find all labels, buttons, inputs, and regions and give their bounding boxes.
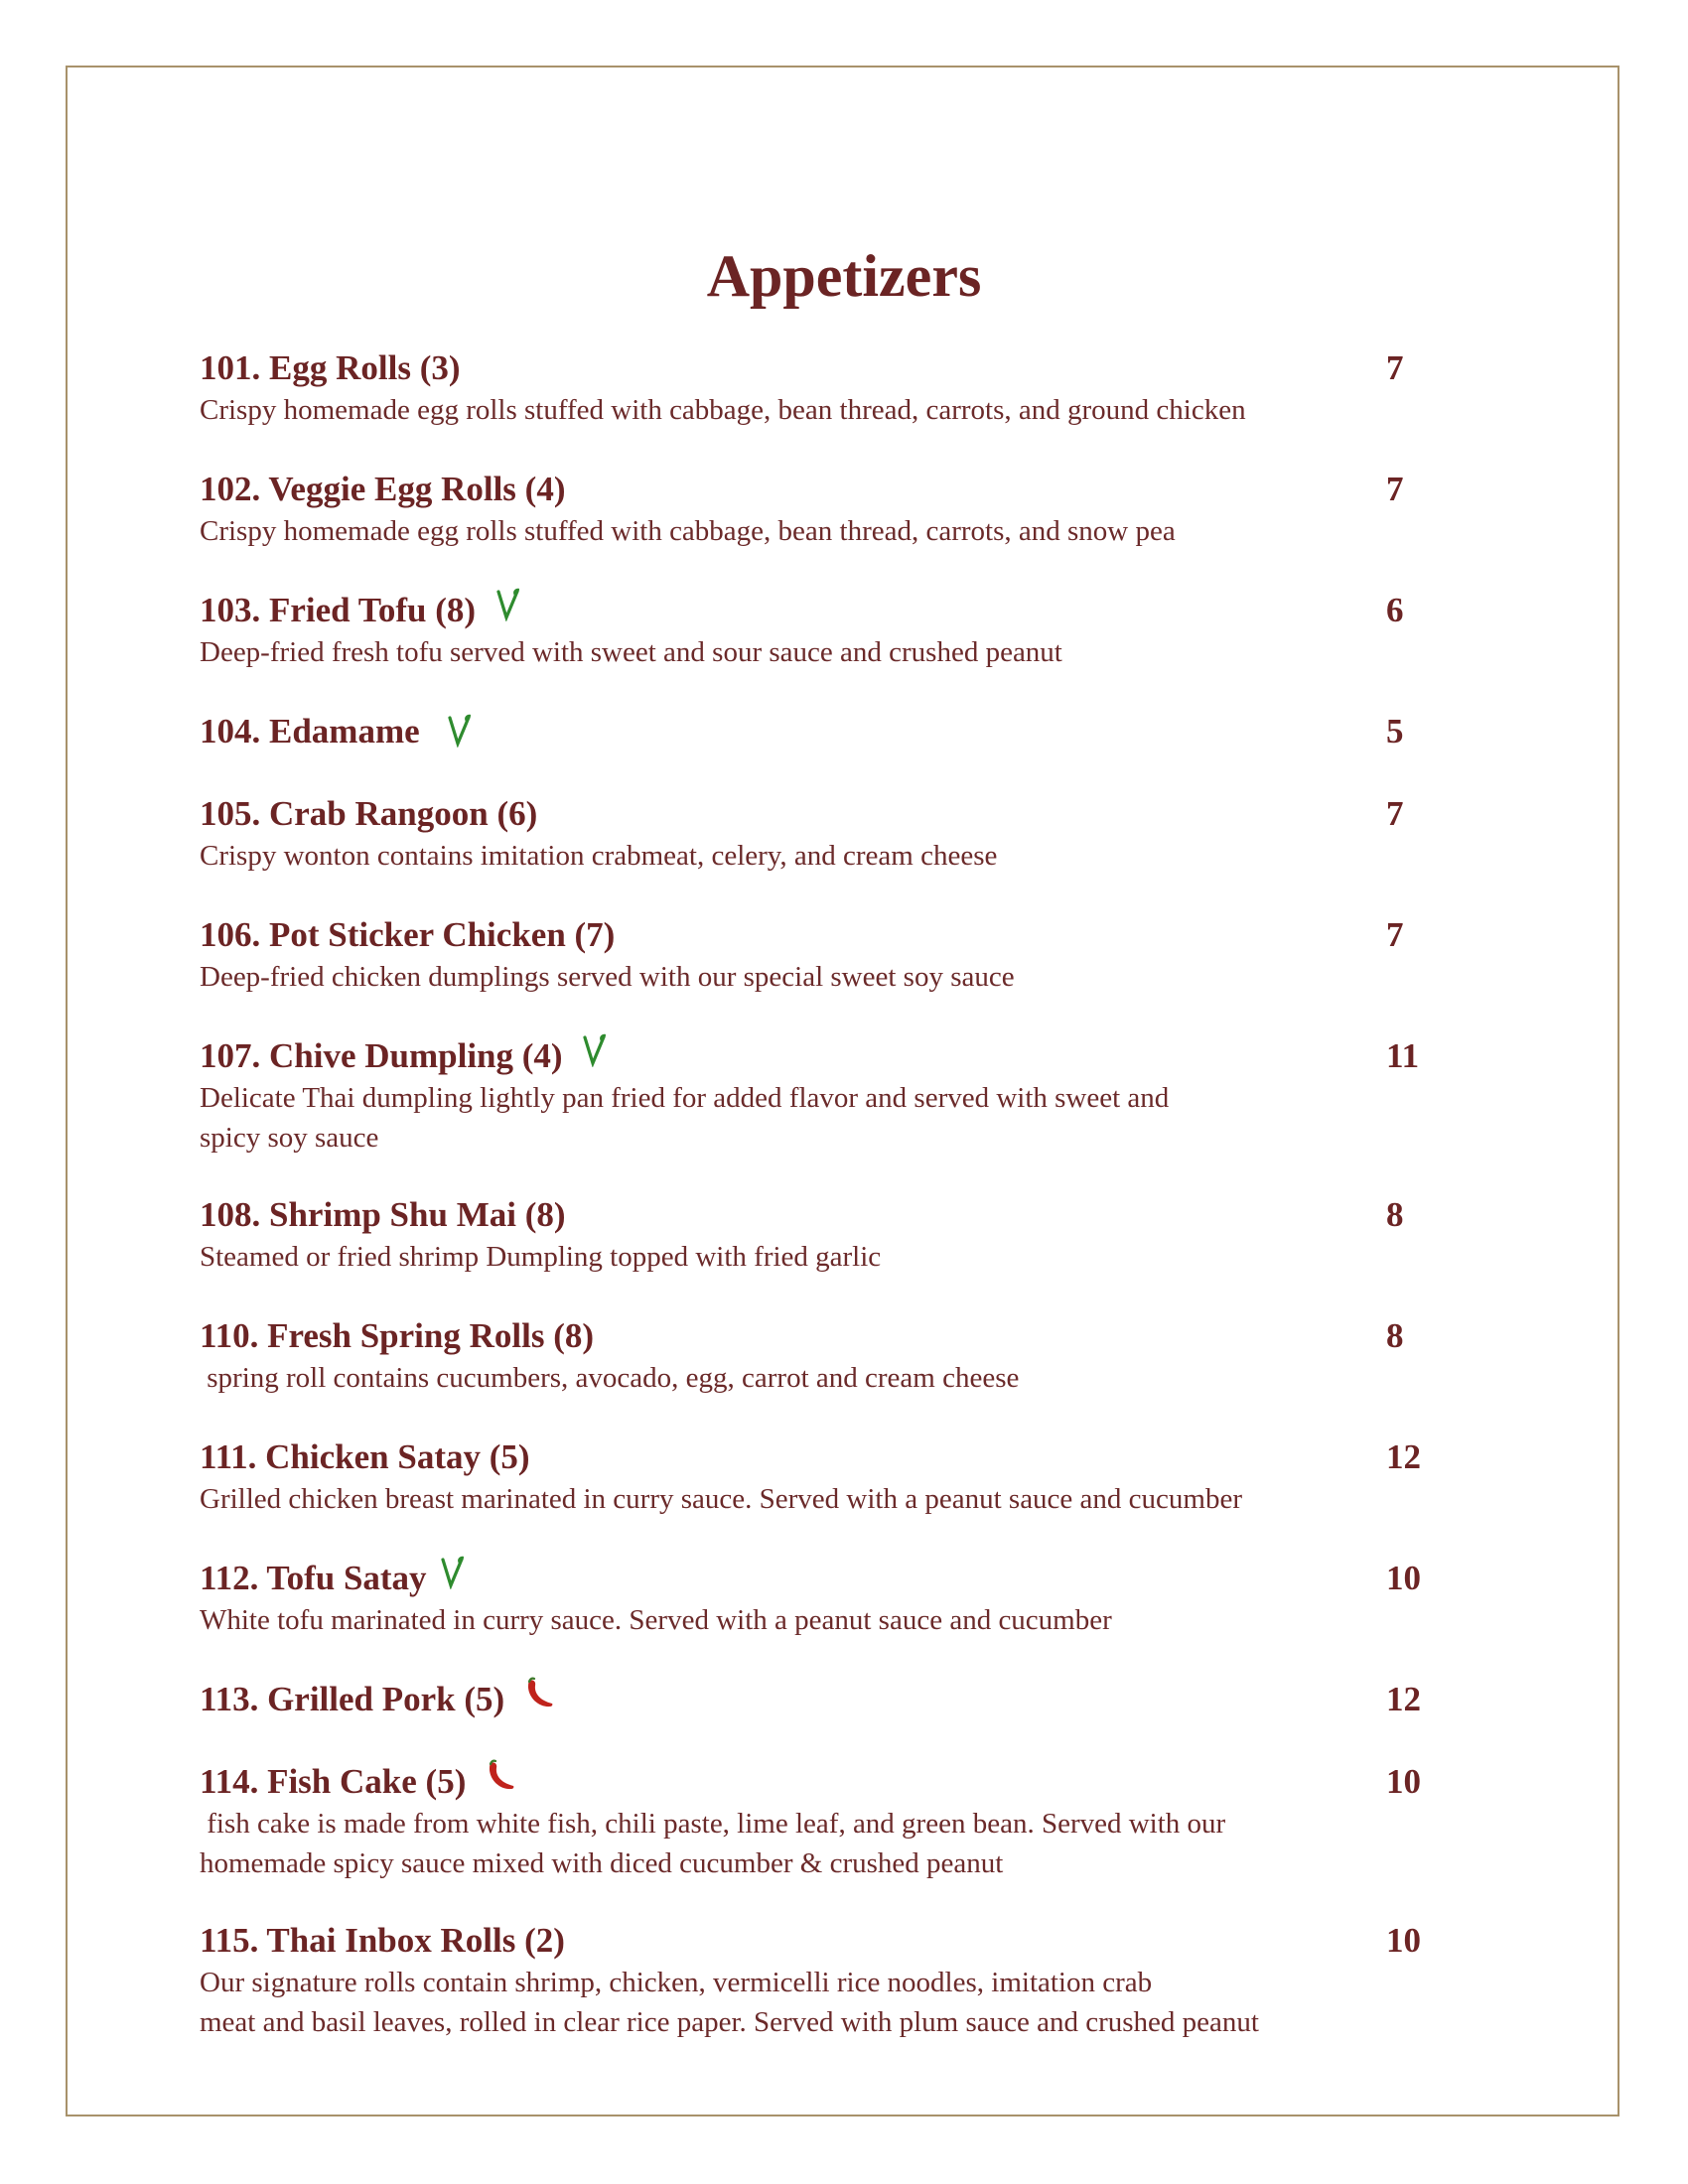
chili-pepper-icon xyxy=(485,1759,518,1805)
menu-item-description: Deep-fried fresh tofu served with sweet and sour sauce and crushed peanut xyxy=(200,636,1062,668)
menu-item-description: Our signature rolls contain shrimp, chicken, vermicelli rice noodles, imitation crab meat and basil leaves, rolled in clear rice paper. Served with plum sauce and crushed peanut xyxy=(200,1967,1259,2038)
vegan-leaf-icon xyxy=(446,714,472,759)
menu-item-name: 112. Tofu Satay xyxy=(200,1559,427,1597)
menu-item-description: fish cake is made from white fish, chili paste, lime leaf, and green bean. Served with our homemade spicy sauce mixed with diced cucumber & crushed peanut xyxy=(200,1808,1226,1879)
menu-item-description: Crispy wonton contains imitation crabmeat, celery, and cream cheese xyxy=(200,840,998,872)
vegan-leaf-icon xyxy=(581,1033,607,1079)
chili-pepper-icon xyxy=(523,1677,557,1722)
menu-item-header xyxy=(200,1313,1431,1359)
menu-item xyxy=(200,709,1431,753)
menu-item-header xyxy=(200,1759,1431,1805)
menu-item xyxy=(200,1677,1431,1721)
menu-item-header xyxy=(200,912,1431,958)
menu-item-price: 10 xyxy=(1386,1559,1421,1597)
vegan-leaf-icon xyxy=(439,1556,465,1601)
menu-item-price: 10 xyxy=(1386,1921,1421,1960)
menu-item xyxy=(200,1192,1431,1277)
menu-item-price: 7 xyxy=(1386,348,1404,387)
menu-item-price: 7 xyxy=(1386,915,1404,954)
menu-item-header xyxy=(200,1033,1431,1079)
menu-item xyxy=(200,1313,1431,1398)
menu-item-description: Crispy homemade egg rolls stuffed with cabbage, bean thread, carrots, and snow pea xyxy=(200,515,1176,547)
menu-item-header xyxy=(200,1434,1431,1480)
menu-item-name: 108. Shrimp Shu Mai (8) xyxy=(200,1195,566,1234)
menu-item xyxy=(200,345,1431,430)
menu-item-name: 111. Chicken Satay (5) xyxy=(200,1437,530,1476)
menu-item-name: 115. Thai Inbox Rolls (2) xyxy=(200,1921,565,1960)
menu-item-name: 103. Fried Tofu (8) xyxy=(200,591,477,629)
menu-item xyxy=(200,1918,1431,2042)
menu-item-header xyxy=(200,1556,1431,1601)
menu-item-price: 7 xyxy=(1386,794,1404,833)
menu-item-description: Steamed or fried shrimp Dumpling topped with fried garlic xyxy=(200,1241,882,1273)
menu-item-header xyxy=(200,1192,1431,1238)
menu-item-header xyxy=(200,588,1431,633)
menu-item-price: 8 xyxy=(1386,1195,1404,1234)
menu-item-description: spring roll contains cucumbers, avocado, egg, carrot and cream cheese xyxy=(200,1362,1020,1394)
menu-item-price: 7 xyxy=(1386,470,1404,508)
menu-item-name: 113. Grilled Pork (5) xyxy=(200,1680,505,1718)
menu-item xyxy=(200,1033,1431,1158)
menu-item xyxy=(200,912,1431,997)
menu-item-price: 12 xyxy=(1386,1680,1421,1718)
menu-item-header xyxy=(200,467,1431,512)
menu-item xyxy=(200,1556,1431,1640)
menu-item-name: 102. Veggie Egg Rolls (4) xyxy=(200,470,566,508)
menu-item-price: 5 xyxy=(1386,712,1404,751)
menu-item xyxy=(200,588,1431,672)
menu-item-header xyxy=(200,709,1431,754)
menu-item xyxy=(200,791,1431,876)
menu-item-price: 12 xyxy=(1386,1437,1421,1476)
vegan-leaf-icon xyxy=(494,588,520,633)
menu-item-name: 106. Pot Sticker Chicken (7) xyxy=(200,915,616,954)
menu-item-description: Delicate Thai dumpling lightly pan fried for added flavor and served with sweet and spicy soy sauce xyxy=(200,1082,1170,1154)
menu-item-name: 104. Edamame xyxy=(200,712,420,751)
menu-item-price: 10 xyxy=(1386,1762,1421,1801)
menu-item-name: 101. Egg Rolls (3) xyxy=(200,348,461,387)
menu-item xyxy=(200,1434,1431,1519)
menu-item-name: 105. Crab Rangoon (6) xyxy=(200,794,538,833)
page-title: Appetizers xyxy=(706,243,982,309)
menu-item-header xyxy=(200,345,1431,391)
menu-item-name: 107. Chive Dumpling (4) xyxy=(200,1036,563,1075)
menu-item-header xyxy=(200,1677,1431,1722)
menu-item-header xyxy=(200,1918,1431,1964)
menu-item-name: 114. Fish Cake (5) xyxy=(200,1762,467,1801)
menu-item-price: 8 xyxy=(1386,1316,1404,1355)
menu-item-description: Crispy homemade egg rolls stuffed with cabbage, bean thread, carrots, and ground chicken xyxy=(200,394,1246,426)
menu-item-description: Grilled chicken breast marinated in curry sauce. Served with a peanut sauce and cucumber xyxy=(200,1483,1243,1515)
menu-item-price: 6 xyxy=(1386,591,1404,629)
menu-item-header xyxy=(200,791,1431,837)
menu-item-name: 110. Fresh Spring Rolls (8) xyxy=(200,1316,595,1355)
menu-item-description: Deep-fried chicken dumplings served with our special sweet soy sauce xyxy=(200,961,1015,993)
menu-item-description: White tofu marinated in curry sauce. Served with a peanut sauce and cucumber xyxy=(200,1604,1112,1636)
menu-item xyxy=(200,1759,1431,1883)
menu-item xyxy=(200,467,1431,551)
menu-item-price: 11 xyxy=(1386,1036,1420,1075)
